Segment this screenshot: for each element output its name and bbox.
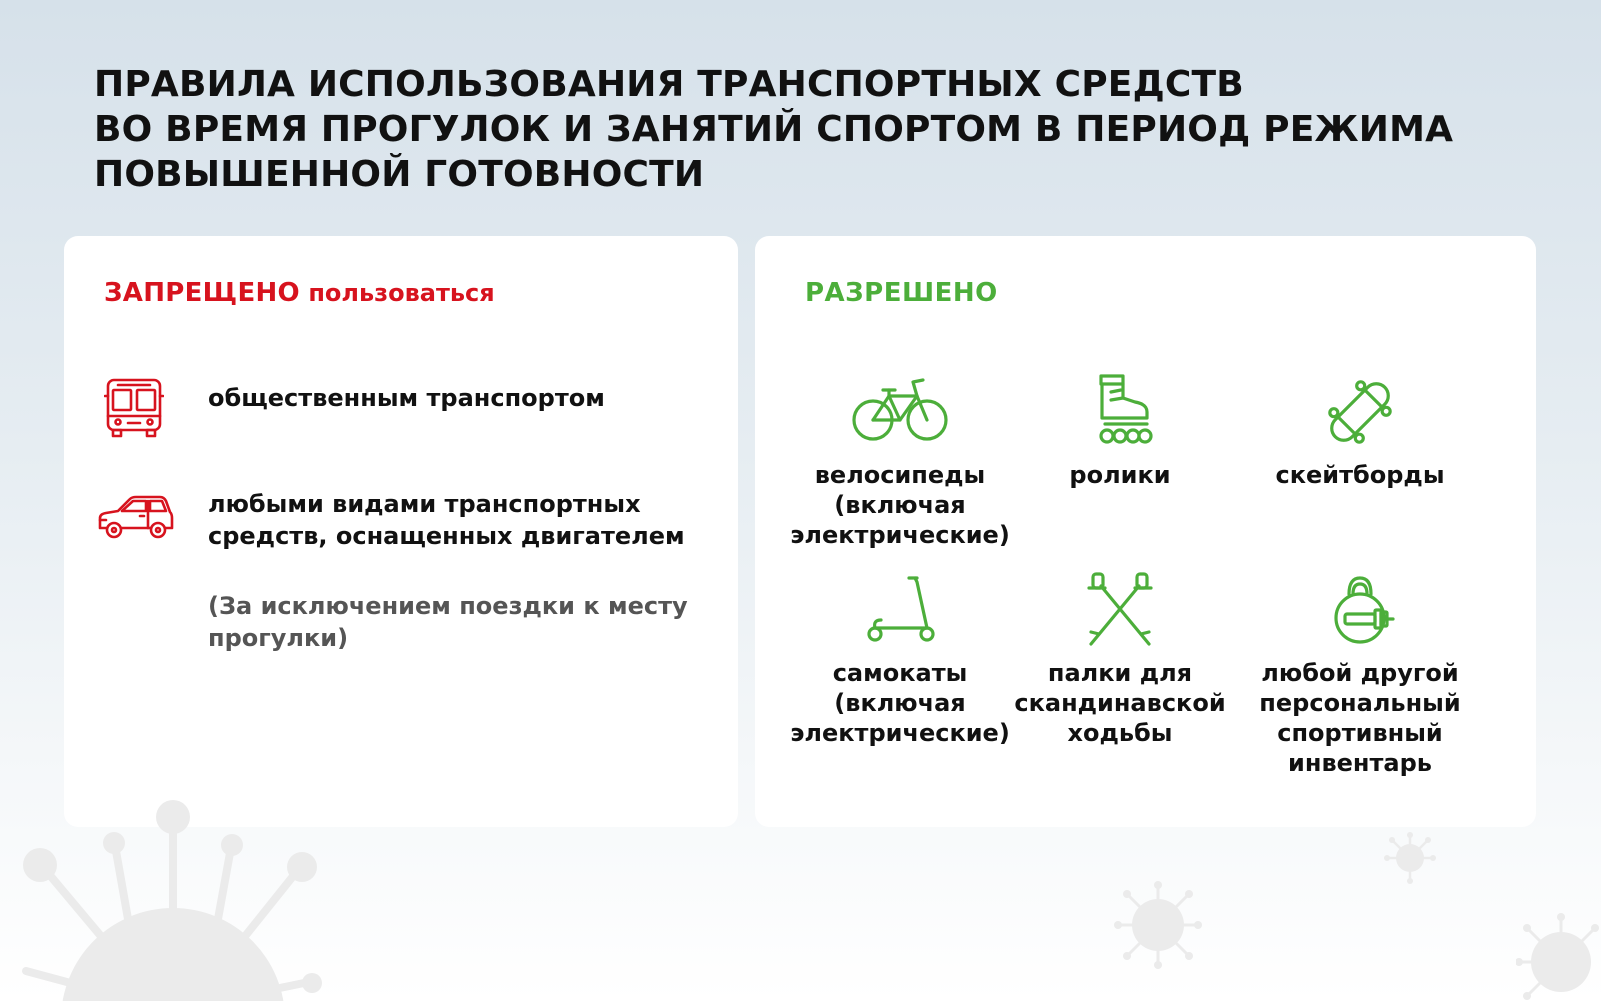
- small-virus-icon: [1113, 880, 1203, 970]
- title-line-3: ПОВЫШЕННОЙ ГОТОВНОСТИ: [94, 154, 705, 195]
- exception-note-line-1: (За исключением поездки к месту: [208, 592, 688, 620]
- allowed-card: [755, 236, 1536, 827]
- nordic-poles-label: палки для скандинавской ходьбы: [1014, 659, 1226, 747]
- title-line-1: ПРАВИЛА ИСПОЛЬЗОВАНИЯ ТРАНСПОРТНЫХ СРЕДСТВ: [94, 64, 1244, 105]
- rollers-label: ролики: [1069, 461, 1171, 489]
- scooters-label: самокаты (включая электрические): [790, 659, 1010, 747]
- allowed-item-rollers: [995, 374, 1245, 490]
- bicycle-icon: [845, 374, 955, 450]
- small-virus-icon-2: [1384, 832, 1436, 884]
- allowed-item-bicycles: [775, 374, 1025, 550]
- forbidden-heading: [104, 278, 495, 308]
- skateboard-icon: [1305, 374, 1415, 450]
- sports-equipment-label: любой другой персональный спортивный инвентарь: [1259, 659, 1461, 777]
- page-title: [94, 62, 1453, 197]
- bus-icon: [104, 376, 164, 438]
- allowed-item-skateboards: [1235, 374, 1485, 490]
- title-line-2: ВО ВРЕМЯ ПРОГУЛОК И ЗАНЯТИЙ СПОРТОМ В ПЕРИОД РЕЖИМА: [94, 109, 1454, 150]
- forbidden-heading-strong: ЗАПРЕЩЕНО: [104, 278, 300, 308]
- motor-vehicles-label-1: любыми видами транспортных: [208, 490, 641, 518]
- allowed-item-scooters: [775, 572, 1025, 748]
- allowed-heading: РАЗРЕШЕНО: [805, 278, 998, 308]
- roller-skate-icon: [1065, 374, 1175, 450]
- allowed-item-sports-equipment: [1235, 572, 1485, 778]
- forbidden-card: [64, 236, 738, 827]
- allowed-item-nordic-poles: [995, 572, 1245, 748]
- virus-illustration-icon: [18, 795, 338, 1001]
- motor-vehicles-label-2: средств, оснащенных двигателем: [208, 522, 685, 550]
- bicycles-label: велосипеды (включая электрические): [790, 461, 1010, 549]
- forbidden-heading-rest: пользоваться: [308, 279, 495, 307]
- car-icon: [96, 494, 174, 542]
- exception-note-line-2: прогулки): [208, 624, 349, 652]
- nordic-poles-icon: [1065, 572, 1175, 648]
- public-transport-label: общественным транспортом: [208, 384, 605, 412]
- kettlebell-icon: [1305, 572, 1415, 648]
- small-virus-icon-3: [1516, 912, 1601, 1001]
- scooter-icon: [845, 572, 955, 648]
- skateboards-label: скейтборды: [1275, 461, 1445, 489]
